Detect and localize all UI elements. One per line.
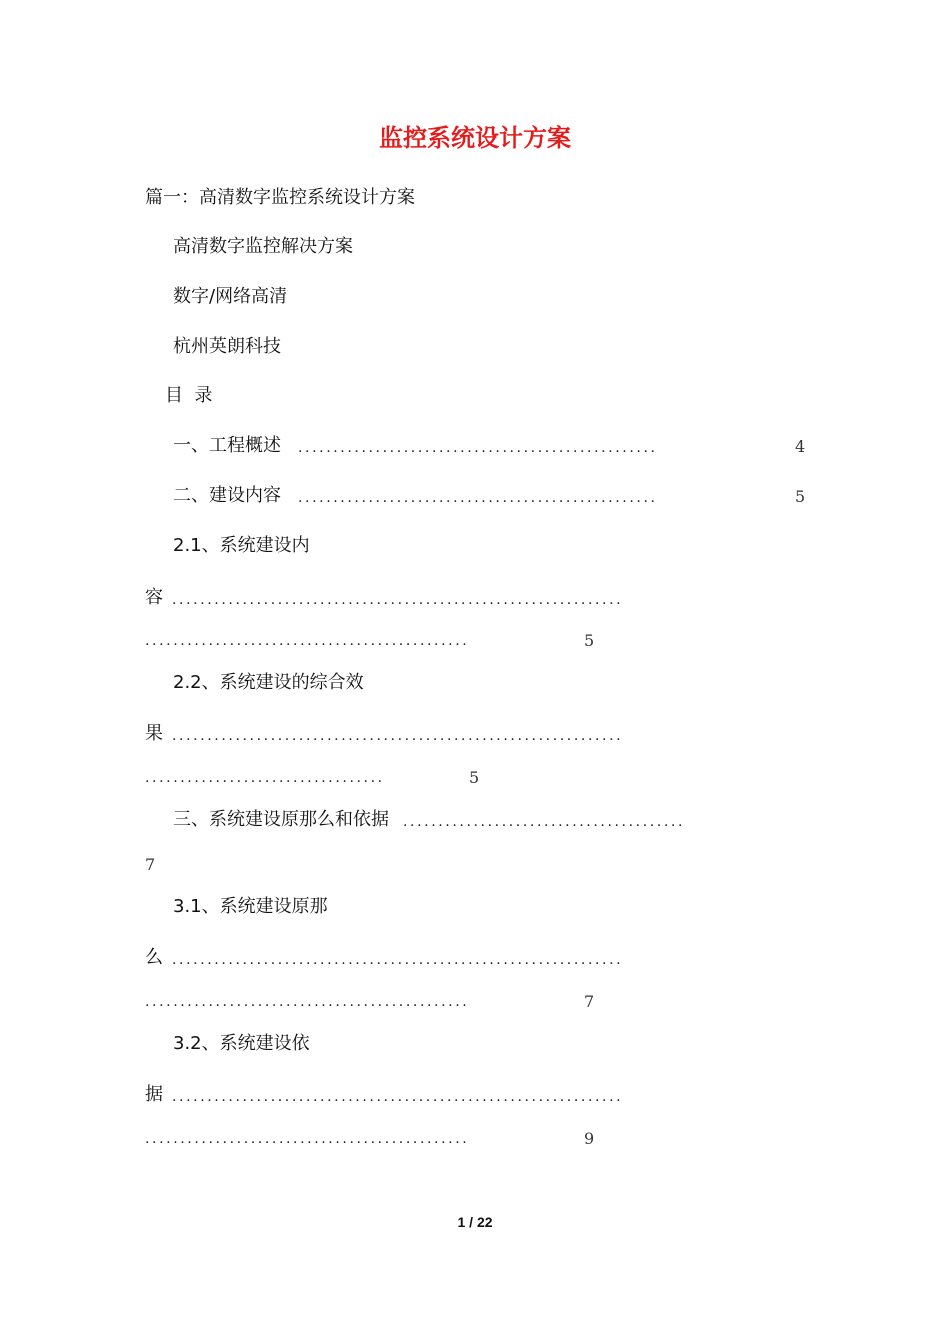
- page-indicator: 1 / 22: [457, 1214, 493, 1230]
- toc-entry-4-leader-1: ................................................................: [172, 728, 624, 744]
- intro-heading: 篇一：高清数字监控系统设计方案: [145, 187, 415, 208]
- intro-line-1: 高清数字监控解决方案: [173, 236, 353, 257]
- toc-entry-3-leader-2: ..............................................: [145, 633, 470, 649]
- toc-entry-4-page: 5: [469, 768, 480, 787]
- toc-entry-7-page: 9: [584, 1129, 595, 1148]
- toc-entry-6-page: 7: [584, 992, 595, 1011]
- toc-entry-6-leader-1: ................................................................: [172, 952, 624, 968]
- toc-entry-3-leader-1: ................................................................: [172, 592, 624, 608]
- toc-entry-5-page: 7: [145, 855, 156, 874]
- toc-entry-1-leader: ...................................................: [298, 440, 658, 456]
- toc-entry-3-page: 5: [584, 631, 595, 650]
- toc-entry-5-leader: ........................................: [403, 814, 686, 830]
- toc-entry-7-cont: 据: [145, 1084, 163, 1105]
- document-title: 监控系统设计方案: [379, 123, 571, 152]
- toc-entry-6-cont: 么: [145, 947, 163, 968]
- toc-entry-7-leader-1: ................................................................: [172, 1089, 624, 1105]
- intro-line-2: 数字/网络高清: [173, 286, 288, 307]
- toc-entry-5-text: 三、系统建设原那么和依据: [173, 809, 389, 830]
- toc-entry-7-leader-2: ..............................................: [145, 1131, 470, 1147]
- toc-entry-1-page: 4: [795, 437, 806, 456]
- toc-entry-7-text: 3.2、系统建设依: [173, 1033, 310, 1054]
- toc-entry-2-leader: ...................................................: [298, 490, 658, 506]
- toc-entry-3-cont: 容: [145, 587, 163, 608]
- toc-entry-1-text: 一、工程概述: [173, 435, 281, 456]
- toc-entry-6-leader-2: ..............................................: [145, 994, 470, 1010]
- toc-entry-6-text: 3.1、系统建设原那: [173, 896, 328, 917]
- intro-line-3: 杭州英朗科技: [173, 336, 281, 357]
- toc-entry-4-cont: 果: [145, 723, 163, 744]
- toc-entry-2-text: 二、建设内容: [173, 485, 281, 506]
- toc-entry-2-page: 5: [795, 487, 806, 506]
- toc-label: 目 录: [165, 385, 213, 406]
- toc-entry-3-text: 2.1、系统建设内: [173, 535, 310, 556]
- toc-entry-4-text: 2.2、系统建设的综合效: [173, 672, 364, 693]
- toc-entry-4-leader-2: ..................................: [145, 770, 385, 786]
